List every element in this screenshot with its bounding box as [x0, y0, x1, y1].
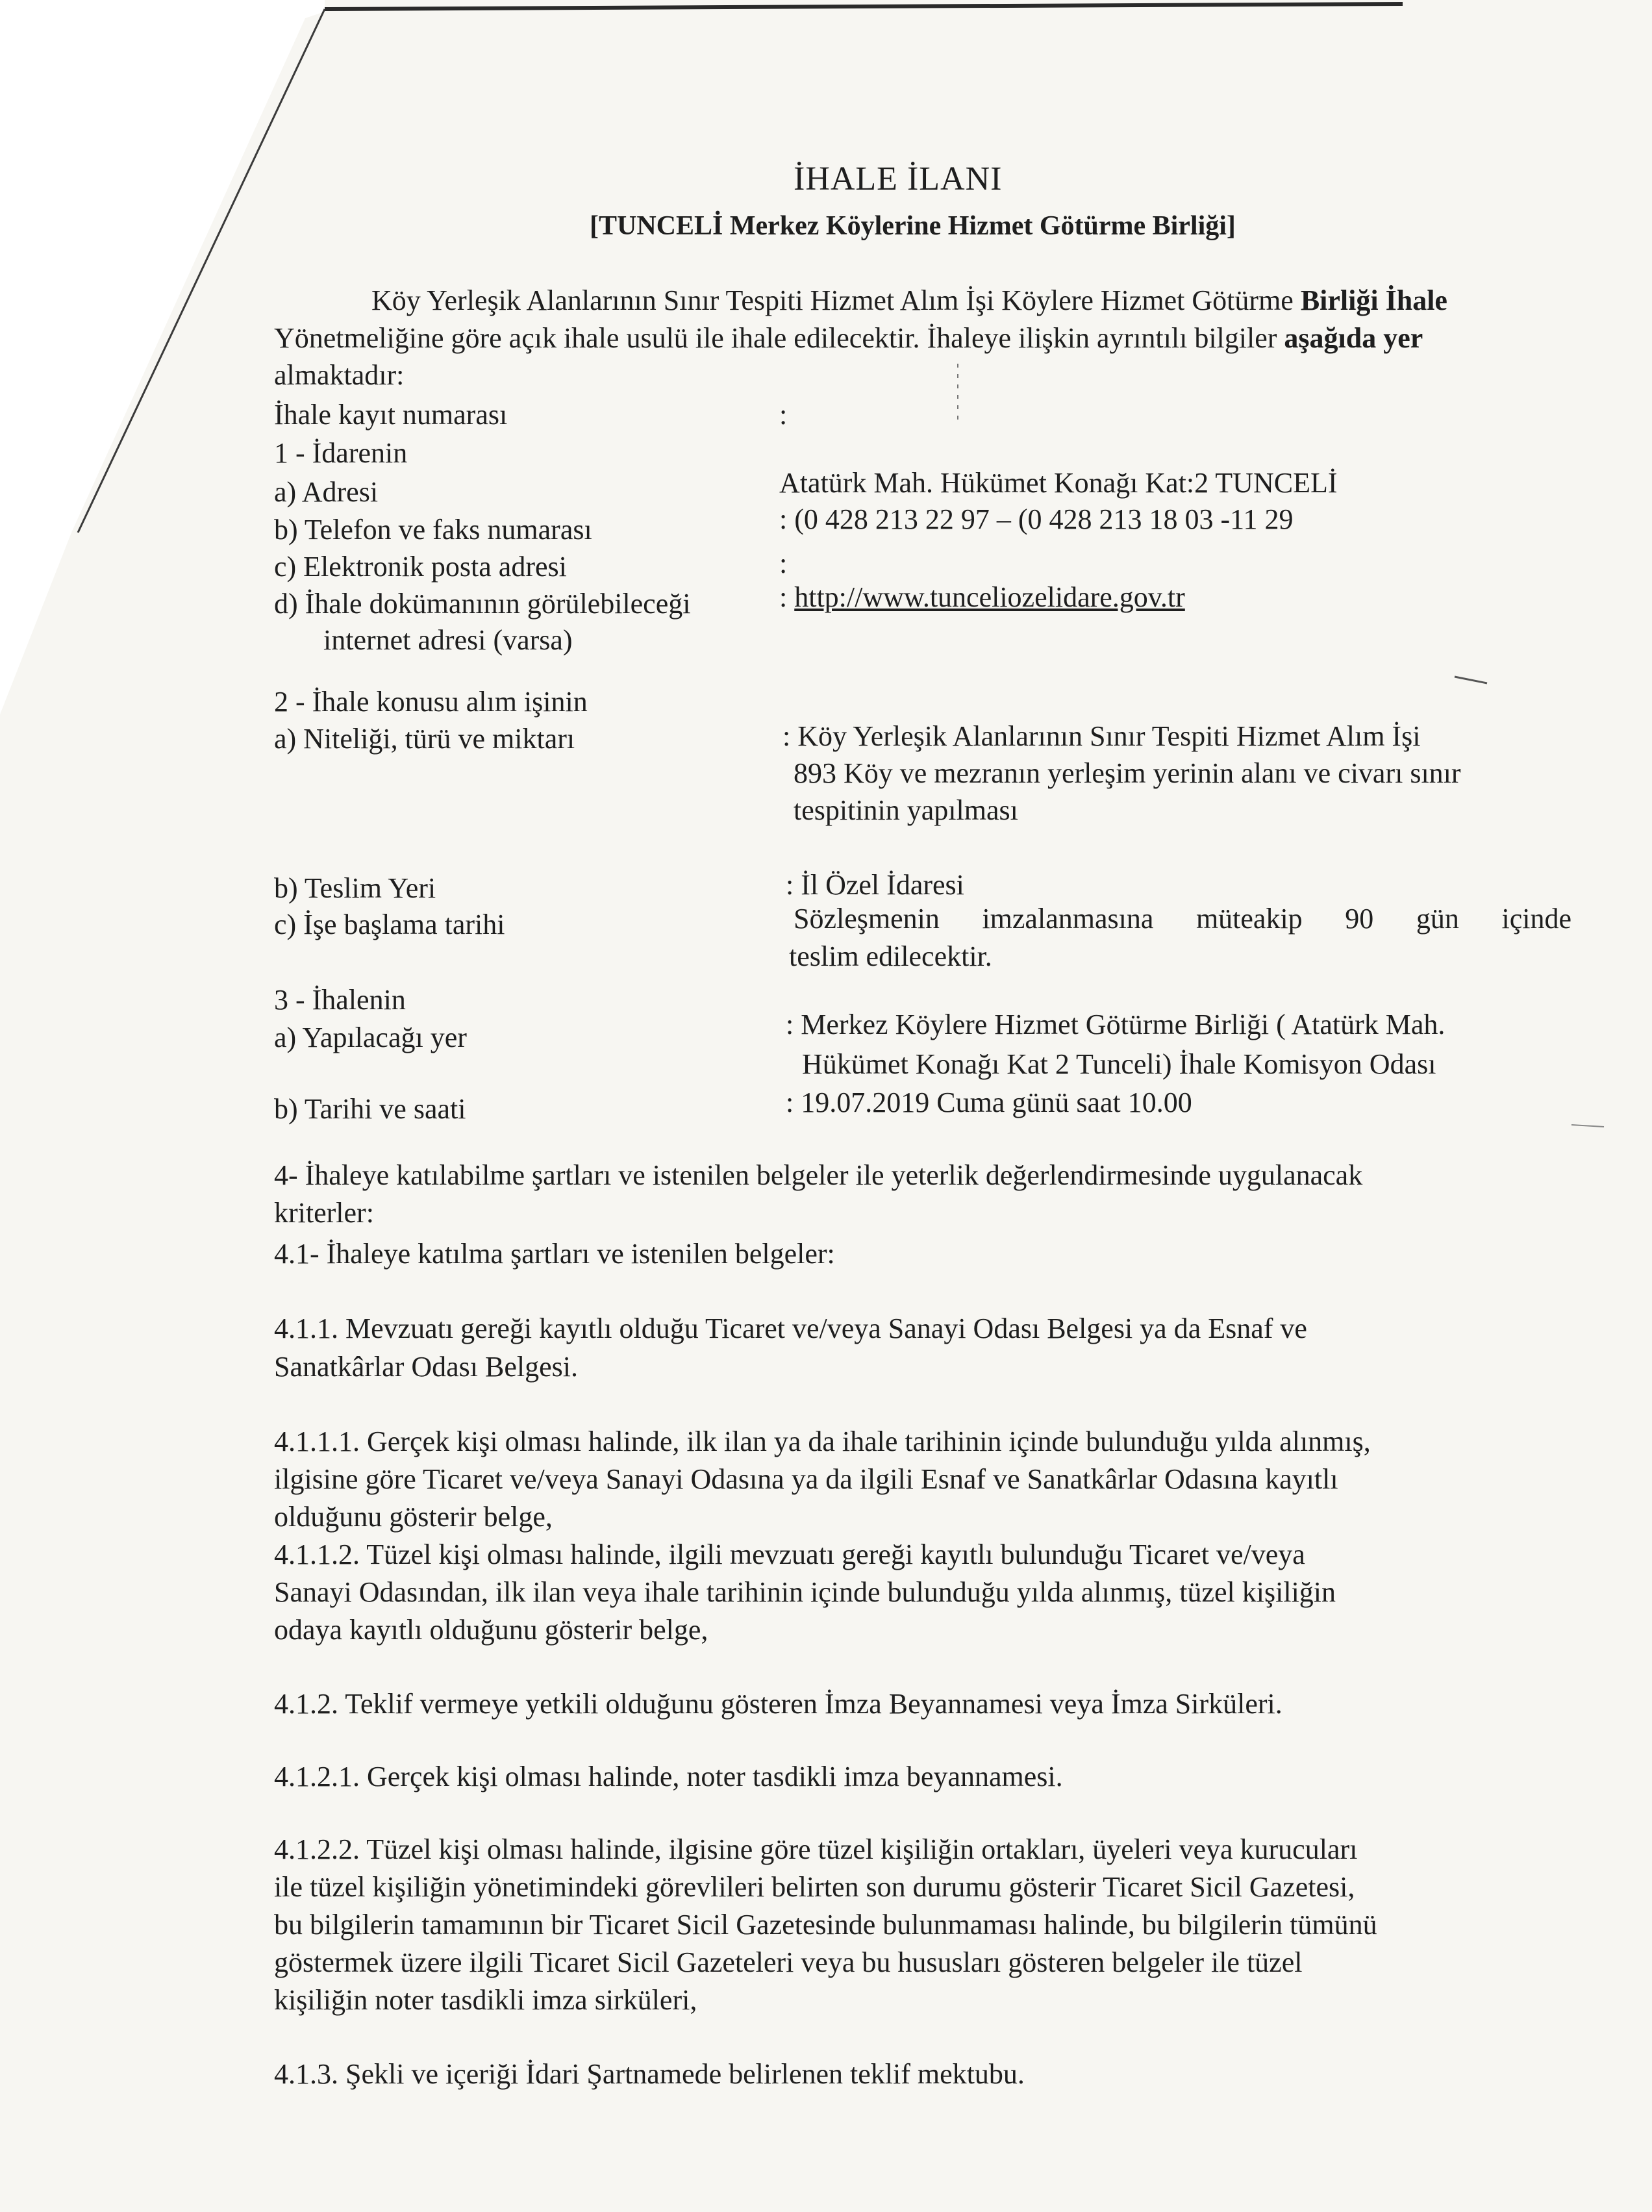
registry-label: İhale kayıt numarası [274, 399, 508, 431]
intro-line-3: almaktadır: [274, 359, 405, 391]
p4111-line-1: 4.1.1.1. Gerçek kişi olması halinde, ilk ilan ya da ihale tarihinin içinde bulunduğu yılda alınmış, [274, 1426, 1371, 1457]
p411-line-1: 4.1.1. Mevzuatı gereği kayıtlı olduğu Ticaret ve/veya Sanayi Odası Belgesi ya da Esnaf ve [274, 1313, 1307, 1344]
start-label: c) İşe başlama tarihi [274, 909, 505, 940]
docs-label-1: d) İhale dokümanının görülebileceği [274, 588, 691, 620]
phone-label: b) Telefon ve faks numarası [274, 514, 592, 546]
phone-value: : (0 428 213 22 97 – (0 428 213 18 03 -11 29 [779, 503, 1294, 535]
registry-value: : [779, 399, 788, 431]
p4122-line-5: kişiliğin noter tasdikli imza sirküleri, [274, 1984, 697, 2016]
delivery-label: b) Teslim Yeri [274, 872, 436, 904]
email-label: c) Elektronik posta adresi [274, 551, 567, 583]
document-title: İHALE İLANI [794, 160, 1003, 197]
section2-heading: 2 - İhale konusu alım işinin [274, 686, 588, 718]
section1-heading: 1 - İdarenin [274, 437, 408, 469]
section4-subheading: 4.1- İhaleye katılma şartları ve istenilen belgeler: [274, 1238, 835, 1270]
nature-value-3: tespitinin yapılması [794, 794, 1018, 826]
intro-line-2: Yönetmeliğine göre açık ihale usulü ile ihale edilecektir. İhaleye ilişkin ayrıntılı bilgiler aşağıda yer [274, 322, 1423, 354]
p4122-line-3: bu bilgilerin tamamının bir Ticaret Sicil Gazetesinde bulunmaması halinde, bu bilgilerin tümünü [274, 1909, 1377, 1941]
p4112-line-1: 4.1.1.2. Tüzel kişi olması halinde, ilgili mevzuatı gereği kayıtlı bulunduğu Ticaret ve/veya [274, 1539, 1305, 1570]
place-value-1: : Merkez Köylere Hizmet Götürme Birliği ( Atatürk Mah. [786, 1009, 1446, 1040]
start-value-2: teslim edilecektir. [789, 940, 992, 972]
p4122-line-4: göstermek üzere ilgili Ticaret Sicil Gazeteleri veya bu hususları gösteren belgeler ile tüzel [274, 1946, 1303, 1978]
nature-label: a) Niteliği, türü ve miktarı [274, 723, 575, 755]
intro-line-1: Köy Yerleşik Alanlarının Sınır Tespiti Hizmet Alım İşi Köylere Hizmet Götürme Birliği İhale [371, 284, 1447, 316]
p4122-line-1: 4.1.2.2. Tüzel kişi olması halinde, ilgisine göre tüzel kişiliğin ortakları, üyeleri veya kurucuları [274, 1833, 1358, 1865]
p4112-line-2: Sanayi Odasından, ilk ilan veya ihale tarihinin içinde bulunduğu yılda alınmış, tüzel kişiliğin [274, 1576, 1336, 1608]
date-label: b) Tarihi ve saati [274, 1093, 466, 1125]
docs-value: : http://www.tunceliozelidare.gov.tr [779, 581, 1185, 613]
place-value-2: Hükümet Konağı Kat 2 Tunceli) İhale Komisyon Odası [802, 1048, 1436, 1080]
start-value-1: Sözleşmenin imzalanmasına müteakip 90 gün içinde [794, 903, 1571, 935]
p413-line: 4.1.3. Şekli ve içeriği İdari Şartnamede belirlenen teklif mektubu. [274, 2058, 1025, 2090]
nature-value-2: 893 Köy ve mezranın yerleşim yerinin alanı ve civarı sınır [794, 757, 1461, 789]
p4111-line-2: ilgisine göre Ticaret ve/veya Sanayi Odasına ya da ilgili Esnaf ve Sanatkârlar Odasına kayıtlı [274, 1463, 1338, 1495]
p412-line: 4.1.2. Teklif vermeye yetkili olduğunu gösteren İmza Beyannamesi veya İmza Sirküleri. [274, 1688, 1283, 1720]
section4-heading-2: kriterler: [274, 1197, 374, 1229]
docs-label-2: internet adresi (varsa) [323, 624, 573, 656]
email-value: : [779, 547, 788, 579]
p4112-line-3: odaya kayıtlı olduğunu gösterir belge, [274, 1614, 708, 1646]
place-label: a) Yapılacağı yer [274, 1022, 467, 1053]
p4121-line: 4.1.2.1. Gerçek kişi olması halinde, noter tasdikli imza beyannamesi. [274, 1761, 1063, 1792]
address-label: a) Adresi [274, 476, 379, 508]
date-value: : 19.07.2019 Cuma günü saat 10.00 [786, 1087, 1192, 1118]
p4122-line-2: ile tüzel kişiliğin yönetimindeki görevlileri belirten son durumu gösterir Ticaret Sicil Gazetesi, [274, 1871, 1355, 1903]
section3-heading: 3 - İhalenin [274, 984, 406, 1016]
section4-heading-1: 4- İhaleye katılabilme şartları ve istenilen belgeler ile yeterlik değerlendirmesinde uygulanacak [274, 1159, 1363, 1191]
p411-line-2: Sanatkârlar Odası Belgesi. [274, 1351, 578, 1383]
document-subtitle: [TUNCELİ Merkez Köylerine Hizmet Götürme Birliği] [590, 211, 1236, 241]
delivery-value: : İl Özel İdaresi [786, 869, 964, 901]
p4111-line-3: olduğunu gösterir belge, [274, 1501, 553, 1533]
docs-url-link[interactable]: http://www.tunceliozelidare.gov.tr [794, 581, 1185, 613]
address-value: Atatürk Mah. Hükümet Konağı Kat:2 TUNCELİ [779, 467, 1338, 499]
nature-value-1: : Köy Yerleşik Alanlarının Sınır Tespiti Hizmet Alım İşi [782, 720, 1421, 752]
